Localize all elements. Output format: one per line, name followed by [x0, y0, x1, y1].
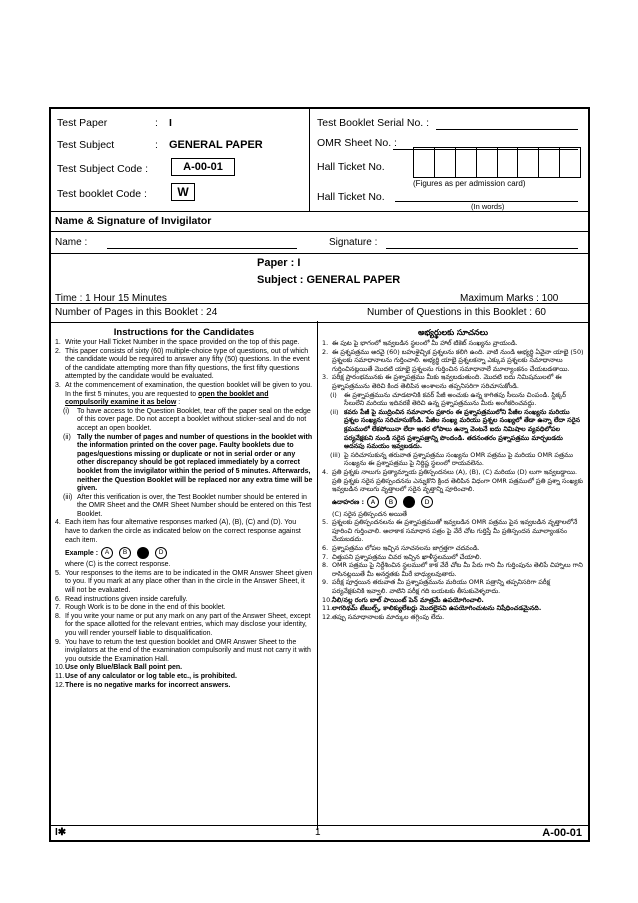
option-circle-c: C: [137, 547, 149, 559]
telugu-item-text: [332, 468, 584, 494]
telugu-item-text-main: ప్రశ్నలకు ప్రతిస్పందనలను ఈ ప్రశ్నాపత్రముతో ఇవ్వబడిన OMR పత్రము పైన ఇవ్వబడిన వృత్తాలలోనే పూరించి గుర్తించాలి. అలాకాక సమాధాన పత్రం పై వేరే చోట గుర్తిస్తే మీ ప్రతిస్పందన మూల్యాంకనం చేయబడదు.: [332, 518, 578, 544]
telugu-item-number: 9.: [322, 578, 329, 587]
telugu-item-number: 2.: [322, 347, 329, 356]
telugu-item-number: (i): [330, 390, 337, 399]
maximum-marks: Maximum Marks : 100: [460, 293, 559, 304]
paper-line: Paper : I: [257, 257, 301, 269]
item-text-main: Rough Work is to be done in the end of this booklet.: [65, 604, 226, 612]
footer-paper-mark: I✱: [55, 827, 67, 838]
telugu-instruction-item: [322, 613, 584, 622]
telugu-item-number: 6.: [322, 544, 329, 553]
instruction-item: [55, 434, 313, 494]
telugu-instruction-item: [322, 604, 584, 613]
colon: :: [155, 139, 158, 151]
telugu-item-text-main: ప్రతి ప్రశ్నకు నాలుగు ప్రత్యామ్నాయ ప్రతిస్పందనలు (A), (B), (C) మరియు (D) లుగా ఇవ్వబడ్డాయి. ప్రతి ప్రశ్నకు సరైన ప్రతిస్పందనను ఎన్నుకొని క్రింద తెలిపిన విధంగా OMR పత్రములో ప్రతి ప్రశ్నా సంఖ్యకు ఇవ్వబడిన నాలుగు వృత్తాలలో సరైన వృత్తాన్ని పూరించాలి.: [332, 467, 584, 494]
item-text-main: Use of any calculator or log table etc., is prohibited.: [65, 672, 237, 680]
test-booklet-code-box: W: [171, 183, 195, 201]
pages-count: Number of Pages in this Booklet : 24: [55, 307, 218, 318]
telugu-instructions-title: అభ్యర్థులకు సూచనలు: [418, 328, 488, 337]
item-text-main: Your responses to the items are to be indicated in the OMR Answer Sheet given to you. If you mark at any place other than in the circle in the Answer Sheet, it will not be evaluated.: [65, 569, 313, 595]
page-number: 1: [315, 827, 321, 838]
telugu-instruction-item: [322, 544, 584, 553]
telugu-item-text: [332, 613, 584, 622]
omr-sheet-label: OMR Sheet No. :: [317, 137, 397, 149]
item-number: 10.: [55, 664, 65, 672]
item-number: (i): [63, 407, 70, 415]
item-text: [77, 434, 313, 494]
hall-ticket-boxes: [413, 147, 581, 178]
invigilator-title: Name & Signature of Invigilator: [55, 215, 212, 227]
item-text: [65, 570, 313, 596]
item-text-main: Each item has four alternative responses marked (A), (B), (C) and (D). You have to darken the circle as indicated below on the correct response against each item.: [65, 519, 301, 544]
example-label: Example :: [65, 550, 99, 558]
hall-ticket-digit-box: [518, 148, 539, 177]
telugu-item-text: [332, 578, 584, 595]
item-text: [65, 639, 313, 665]
telugu-item-text: [332, 553, 584, 562]
item-number: 1.: [55, 339, 61, 346]
header-block: [51, 109, 588, 212]
item-number: 5.: [55, 569, 61, 577]
item-text-main: Tally the number of pages and number of questions in the booklet with the information printed on the cover page. Faulty booklets due to pages/questions missing or duplicate or not in serial order or any other discrepancy should be got replaced immediately by a correct booklet from the invigilator within the period of 5 minutes. Afterwards, neither the Question Booklet will be replaced nor any extra time will be given.: [77, 433, 313, 493]
hall-ticket-words-label: Hall Ticket No.: [317, 191, 385, 203]
test-booklet-code-label: Test booklet Code :: [57, 188, 147, 200]
in-words-note: (In words): [471, 202, 505, 211]
instruction-item: [55, 673, 313, 682]
example-row: [55, 547, 313, 559]
colon: :: [155, 117, 158, 129]
item-text: [77, 408, 313, 434]
instruction-item: [55, 664, 313, 673]
header-divider: [309, 109, 310, 211]
item-text: [77, 494, 313, 520]
telugu-instruction-item: [322, 561, 584, 578]
instruction-item: [55, 519, 313, 545]
item-number: 9.: [55, 638, 61, 646]
instruction-item: [55, 339, 313, 348]
telugu-item-text-main: ఈ ప్రశ్నపత్రము అరవై (60) బహుళైచ్ఛిక ప్రశ్నలను కలిగి ఉంది. వాటి నుండి అభ్యర్థి ఏవైనా యాభై (50) ప్రశ్నలకు సమాధానాలను గుర్తించాలి. అభ్యర్థి యాభై ప్రశ్నలకన్నా ఎక్కువ ప్రశ్నలకు సమాధానాలు గుర్తించినట్లయితే మొదటి యాభై ప్రశ్నలను గుర్తించిన సమాధానాలే మూల్యాంకనం చేయబడతాయి.: [332, 347, 584, 373]
item-text-main: This paper consists of sixty (60) multiple-choice type of questions, out of which the candidate would be required to answer any fifty (50) questions. In the event of the candidate attempting more than fifty questions, the first fifty questions attempted by the candidate would be evaluated.: [65, 347, 310, 381]
telugu-item-number: (iii): [330, 450, 341, 459]
telugu-instruction-item: [322, 339, 584, 348]
telugu-item-text: [332, 596, 584, 605]
telugu-instruction-item: [322, 578, 584, 595]
telugu-item-text-main: OMR పత్రము పై నిర్దేశించిన స్థలములో కాక వేరే చోట మీ పేరు గాని మీ గుర్తింపును తెలిపే చిహ్నాలు గాని రాసినట్లయితే మీ అనర్హతకు మీరే బాధ్యులవుతారు.: [332, 561, 583, 578]
telugu-item-text-main: ఈ ప్రశ్నాపత్రమును చూడటానికి కవర్ పేజీ అంచుకు ఉన్న కాగితపు సీలును చింపండి. స్టిక్కర్ సీలులేని మరియు ఇదివరకే తెరిచి ఉన్న ప్రశ్నాపత్రమును మీరు అంగీకరించవద్దు.: [344, 390, 567, 408]
item-text-main: If you write your name or put any mark on any part of the Answer Sheet, except for the space allotted for the relevant entries, which may disclose your identity, you will render yourself liable to disqualification.: [65, 612, 311, 637]
hall-ticket-digit-box: [539, 148, 560, 177]
hall-ticket-digit-box: [560, 148, 580, 177]
booklet-serial-line: [436, 117, 578, 130]
item-number: 11.: [55, 672, 65, 680]
telugu-item-text: [332, 561, 584, 578]
telugu-item-text-main: పరీక్ష పూర్తయిన తరువాత మీ ప్రశ్నాపత్రమును మరియు OMR పత్రాన్ని తప్పనిసరిగా పరీక్ష పర్యవేక్షకునికి ఇవ్వాలి. వాటిని పరీక్ష గది బయటకు తీసుకువెళ్ళరాదు.: [332, 578, 551, 596]
hall-ticket-digit-box: [414, 148, 435, 177]
item-text: [65, 348, 313, 382]
telugu-item-text: [332, 348, 584, 374]
instruction-item: [55, 494, 313, 520]
telugu-option-circle-a: A: [367, 496, 379, 508]
telugu-item-text: [332, 604, 584, 613]
telugu-item-text: [332, 544, 584, 553]
item-number: 4.: [55, 519, 61, 527]
telugu-item-number: 5.: [322, 518, 329, 527]
hall-ticket-words-line: [395, 189, 578, 202]
telugu-item-text: [332, 373, 584, 390]
item-text: [65, 673, 313, 682]
instruction-item: [55, 570, 313, 596]
test-subject-code-label: Test Subject Code :: [57, 163, 149, 175]
item-number: 7.: [55, 604, 61, 612]
test-paper-label: Test Paper: [57, 117, 108, 129]
item-text-main: Write your Hall Ticket Number in the space provided on the top of this page.: [65, 339, 300, 346]
telugu-instruction-item: [322, 348, 584, 374]
telugu-example-label: ఉదాహరణ :: [332, 497, 364, 506]
item-text: [65, 682, 313, 691]
telugu-item-text-main: లాగరిథమ్ టేబుల్స్, కాలిక్యులేటర్లు మొదలైనవి ఉపయోగించుటను నిషేధించడమైనది.: [332, 604, 542, 613]
telugu-item-number: 3.: [322, 373, 329, 382]
telugu-instruction-item: [322, 518, 584, 544]
telugu-item-text: [332, 518, 584, 544]
item-text: [65, 519, 313, 545]
telugu-option-circle-b: B: [385, 496, 397, 508]
item-text-main: Read instructions given inside carefully.: [65, 595, 188, 603]
item-number: 2.: [55, 347, 61, 355]
telugu-example-note: (C) సరైన ప్రతిస్పందన అయితే: [332, 509, 408, 518]
instruction-item: [55, 348, 313, 382]
instruction-item: [55, 596, 313, 605]
count-row: [51, 303, 588, 323]
item-text: [65, 339, 313, 348]
hall-ticket-digit-box: [456, 148, 477, 177]
instructions-title: Instructions for the Candidates: [113, 327, 255, 338]
telugu-item-text-main: తప్పు సమాధానాలకు మార్కుల తగ్గింపు లేదు.: [332, 612, 445, 621]
telugu-item-number: 1.: [322, 339, 329, 347]
instruction-item: [55, 408, 313, 434]
page-footer: [51, 825, 588, 840]
telugu-item-text-main: పై సరిచూసుకున్న తరువాత ప్రశ్నాపత్రము సంఖ్యను OMR పత్రము పై మరియు OMR పత్రము సంఖ్యను ఈ ప్రశ్నాపత్రము పై నిర్దిష్ట స్థలంలో రాయవలెను.: [344, 450, 573, 468]
telugu-item-text-main: ప్రశ్నాపత్రము లోపల ఇచ్చిన సూచనలను జాగ్రత్తగా చదవండి.: [332, 544, 480, 553]
item-number: (ii): [63, 433, 71, 441]
option-circle-b: B: [119, 547, 131, 559]
item-number: 6.: [55, 595, 61, 603]
instruction-item: [55, 639, 313, 665]
telugu-item-text-main: ఈ పుట పై భాగంలో ఇవ్వబడిన స్థలంలో మీ హాల్ టికెట్ సంఖ్యను వ్రాయండి.: [332, 339, 518, 347]
telugu-item-number: 8.: [322, 561, 329, 570]
name-label: Name :: [55, 237, 88, 248]
telugu-instruction-item: [322, 553, 584, 562]
item-text-main: Use only Blue/Black Ball point pen.: [65, 664, 183, 672]
option-circle-a: A: [101, 547, 113, 559]
booklet-serial-label: Test Booklet Serial No. :: [317, 117, 430, 129]
telugu-instruction-item: [322, 391, 584, 408]
item-text-main: There is no negative marks for incorrect answers.: [65, 681, 231, 689]
telugu-item-text-main: చిత్తుపని ప్రశ్నాపత్రము చివర ఇచ్చిన ఖాళీస్థలములో చేయాలి.: [332, 552, 482, 561]
telugu-item-text: [332, 339, 584, 348]
telugu-instruction-item: [322, 596, 584, 605]
column-divider: [317, 321, 318, 830]
instruction-item: [55, 682, 313, 691]
example-note: where (C) is the correct response.: [65, 561, 171, 569]
instruction-item: [55, 382, 313, 408]
item-text-main: To have access to the Question Booklet, tear off the paper seal on the edge of this cover page. Do not accept a booklet without sticker-seal and do not accept an open booklet.: [77, 407, 311, 432]
instruction-item: [55, 604, 313, 613]
footer-subject-code: A-00-01: [542, 827, 582, 839]
telugu-item-text-main: నీలి/నల్ల రంగు బాల్ పాయింట్ పెన్ మాత్రమే ఉపయోగించాలి.: [332, 595, 484, 604]
figures-note: (Figures as per admission card): [413, 179, 526, 188]
telugu-instruction-item: [322, 408, 584, 451]
instruction-item: [55, 613, 313, 639]
test-paper-value: I: [169, 117, 172, 129]
paper-info: [51, 253, 588, 307]
item-text-main: At the commencement of examination, the question booklet will be given to you. In the first 5 minutes, you are requested to: [65, 381, 313, 398]
telugu-item-number: 10.: [322, 595, 333, 604]
telugu-item-number: 7.: [322, 552, 329, 561]
item-number: 12.: [55, 681, 65, 689]
time-allowed: Time : 1 Hour 15 Minutes: [55, 293, 167, 304]
telugu-instruction-item: [322, 468, 584, 494]
telugu-item-number: 11.: [322, 604, 333, 613]
telugu-item-number: 12.: [322, 612, 333, 621]
telugu-instruction-item: [322, 373, 584, 390]
telugu-item-number: 4.: [322, 467, 329, 476]
hall-ticket-label: Hall Ticket No.: [317, 161, 385, 173]
item-number: (iii): [63, 493, 73, 501]
english-instructions: [55, 327, 313, 690]
questions-count: Number of Questions in this Booklet : 60: [367, 307, 546, 318]
subject-line: Subject : GENERAL PAPER: [257, 274, 401, 286]
telugu-example-row: [322, 496, 584, 508]
hall-ticket-digit-box: [498, 148, 519, 177]
test-subject-code-box: A-00-01: [171, 158, 235, 176]
telugu-item-number: (ii): [330, 407, 339, 416]
telugu-option-circle-c: C: [403, 496, 415, 508]
item-text-main: You have to return the test question booklet and OMR Answer Sheet to the invigilators at the end of the examination compulsorily and must not carry it with you outside the Examination Hall.: [65, 638, 311, 663]
test-subject-value: GENERAL PAPER: [169, 139, 263, 151]
item-text: [65, 664, 313, 673]
item-text: [65, 613, 313, 639]
telugu-item-text: [344, 391, 584, 408]
item-text: [65, 604, 313, 613]
signature-line: [386, 237, 578, 249]
item-text-main: After this verification is over, the Test Booklet number should be entered in the OMR Sheet and the OMR Sheet Number should be entered on this Test Booklet.: [77, 493, 312, 518]
name-line: [107, 237, 297, 249]
telugu-instructions: [322, 327, 584, 621]
signature-label: Signature :: [329, 237, 378, 248]
hall-ticket-digit-box: [435, 148, 456, 177]
cover-page-frame: [49, 107, 590, 842]
telugu-item-text: [344, 451, 584, 468]
telugu-item-text-main: పరీక్ష ప్రారంభమునకు ఈ ప్రశ్నాపత్రము మీకు ఇవ్వబడుతుంది. మొదటి ఐదు నిమిషములలో ఈ ప్రశ్నాపత్రమును తెరిచి కింద తెలిపిన అంశాలను తప్పనిసరిగా సరిచూసుకోండి.: [332, 373, 562, 390]
item-number: 3.: [55, 381, 61, 389]
telugu-option-circle-d: D: [421, 496, 433, 508]
telugu-item-text: [344, 408, 584, 451]
invigilator-row: [51, 231, 588, 254]
telugu-instruction-item: [322, 451, 584, 468]
item-text-underlined: open the booklet and compulsorily examine it as below: [65, 390, 269, 407]
test-subject-label: Test Subject: [57, 139, 115, 151]
telugu-item-text-main: కవరు పేజీ పై ముద్రించిన సమాచారం ప్రకారం ఈ ప్రశ్నాపత్రములోని పేజీల సంఖ్యను మరియు ప్రశ్నల సంఖ్యను సరిచూసుకోండి. పేజీల సంఖ్య మరియు ప్రశ్నల సంఖ్యలో తేడా ఉన్నా లేదా సరైన క్రమములో లేకపోయినా లేదా ఇతర లోపాలు ఉన్నా వెంటనే ఐదు నిమిషాల వ్యవధిలోపల పర్యవేక్షకుని నుండి సరైన ప్రశ్నాపత్రాన్ని పొందండి. తదనంతరం ప్రశ్నాపత్రము మార్చబడదు అదనపు సమయం ఇవ్వబడదు.: [344, 407, 580, 451]
item-number: 8.: [55, 612, 61, 620]
item-text-tail: :: [176, 399, 181, 407]
item-text: [65, 596, 313, 605]
invigilator-title-row: [51, 211, 588, 232]
item-text: [65, 382, 313, 408]
option-circle-d: D: [155, 547, 167, 559]
hall-ticket-digit-box: [477, 148, 498, 177]
